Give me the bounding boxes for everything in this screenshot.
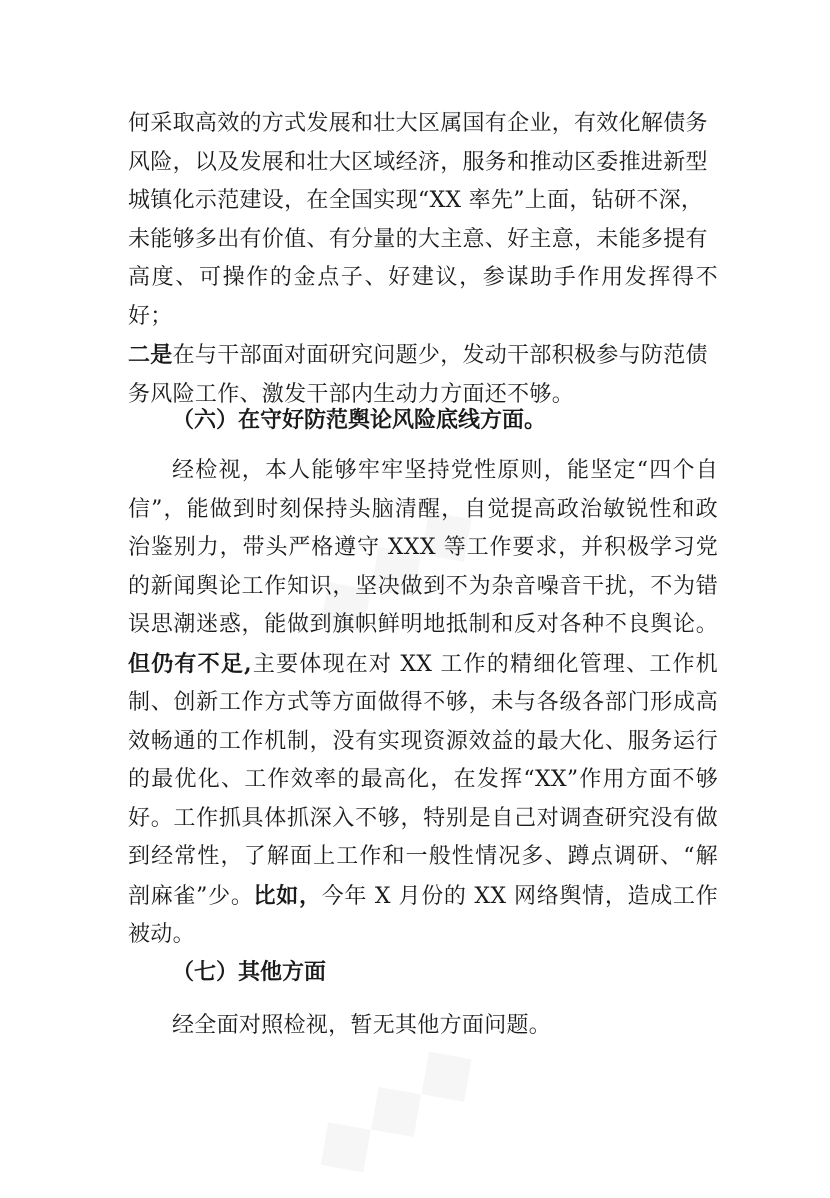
text-line: 何采取高效的方式发展和壮大区属国有企业，有效化解债务	[128, 111, 708, 136]
section-heading-6: （六）在守好防范舆论风险底线方面。	[172, 407, 547, 433]
emphasis-text: 比如，	[253, 882, 322, 909]
paragraph-continuation	[128, 105, 718, 414]
text-line: 风险，以及发展和壮大区域经济，服务和推动区委推进新型	[128, 149, 708, 175]
emphasis-text: 但仍有不足,	[128, 650, 252, 677]
text-line: 城镇化示范建设，在全国实现“XX 率先”上面，钻研不深，	[128, 188, 704, 213]
paragraph-text: 经检视，本人能够牢牢坚持党性原则，能坚定“四个自信”，能做到时刻保持头脑清醒，自觉提高政治敏锐性和政治鉴别力，带头严格遵守 XXX 等工作要求，并积极学习党的新闻舆论工作知识，坚决做到不为杂音噪音干扰，不为错误思潮迷惑，能做到旗帜鲜明地抵制和反对各种不良舆论。	[128, 458, 718, 637]
section-heading-7: （七）其他方面	[172, 959, 327, 985]
text-line: 务风险工作、激发干部内生动力方面还不够。	[128, 381, 575, 407]
second-point-label: 二是	[128, 342, 173, 368]
text-line: 高度、可操作的金点子、好建议，参谋助手作用发挥得不好；	[128, 265, 718, 329]
paragraph-public-opinion	[128, 452, 718, 955]
paragraph-other: 经全面对照检视，暂无其他方面问题。	[172, 1013, 552, 1038]
text-line: 在与干部面对面研究问题少，发动干部积极参与防范债	[172, 343, 708, 368]
paragraph-text: 今年 X 月份的 XX 网络舆情，造成工作被动。	[128, 883, 719, 947]
text-line: 未能够多出有价值、有分量的大主意、好主意，未能多提有	[128, 226, 708, 252]
paragraph-text: 主要体现在对 XX 工作的精细化管理、工作机制、创新工作方式等方面做得不够，未与各级各部门形成高效畅通的工作机制，没有实现资源效益的最大化、服务运行的最优化、工作效率的最高化，在发挥“XX”作用方面不够好。工作抓具体抓深入不够，特别是自己对调查研究没有做到经常性，了解面上工作和一般性情况多、蹲点调研、“解剖麻雀”少。	[128, 651, 718, 909]
